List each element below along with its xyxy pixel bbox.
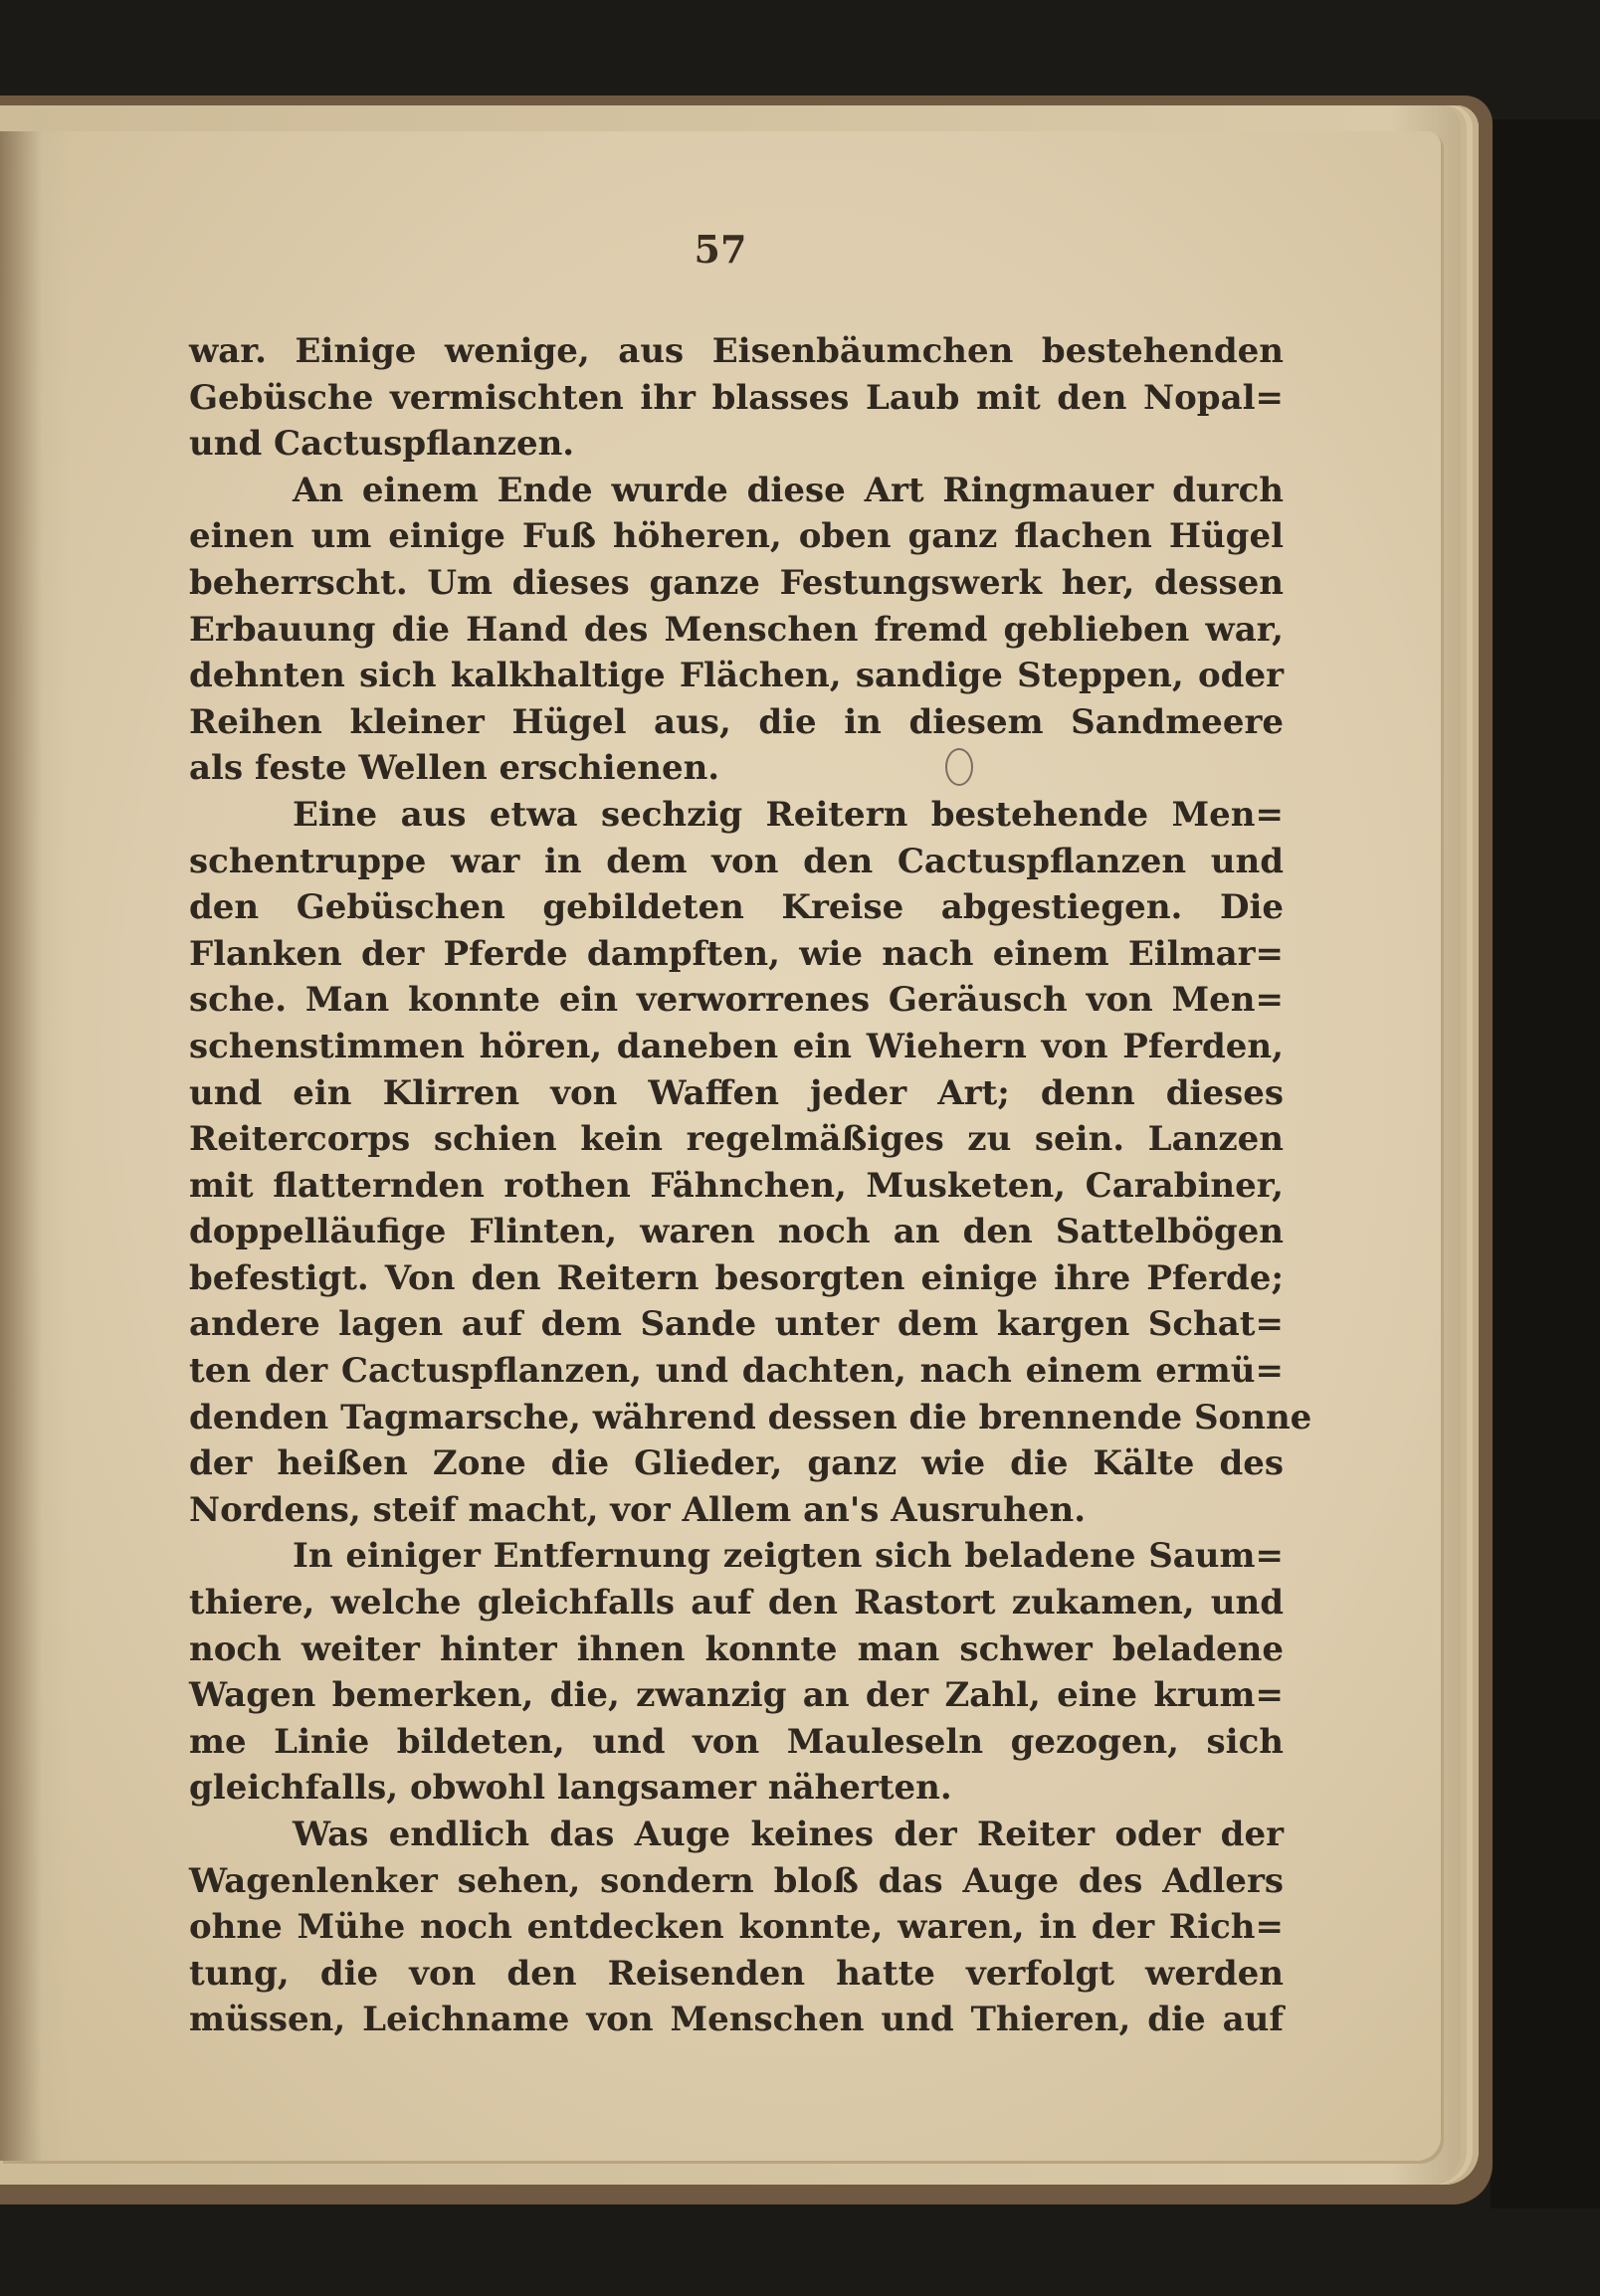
text-line: Wagen bemerken, die, zwanzig an der Zahl, eine krum= <box>189 1675 1284 1716</box>
text-line: schentruppe war in dem von den Cactuspflanzen und <box>189 841 1284 881</box>
pencil-mark <box>945 748 973 786</box>
background-shadow <box>1491 119 1600 2208</box>
text-line: der heißen Zone die Glieder, ganz wie die Kälte des <box>189 1443 1284 1484</box>
text-line: gleichfalls, obwohl langsamer näherten. <box>189 1768 952 1809</box>
text-line: und ein Klirren von Waffen jeder Art; denn dieses <box>189 1072 1284 1113</box>
text-line: thiere, welche gleichfalls auf den Rastort zukamen, und <box>189 1583 1284 1624</box>
text-line: Nordens, steif macht, vor Allem an's Ausruhen. <box>189 1489 1087 1530</box>
text-line: An einem Ende wurde diese Art Ringmauer durch <box>293 470 1284 510</box>
text-line: ten der Cactuspflanzen, und dachten, nach einem ermü= <box>189 1351 1284 1392</box>
text-line: Flanken der Pferde dampften, wie nach einem Eilmar= <box>189 933 1284 974</box>
text-line: In einiger Entfernung zeigten sich beladene Saum= <box>293 1536 1284 1577</box>
text-line: den Gebüschen gebildeten Kreise abgestiegen. Die <box>189 887 1284 928</box>
text-line: ohne Mühe noch entdecken konnte, waren, in der Rich= <box>189 1907 1284 1948</box>
text-line: tung, die von den Reisenden hatte verfolgt werden <box>189 1953 1284 1994</box>
text-line: als feste Wellen erschienen. <box>189 748 720 789</box>
text-line: sche. Man konnte ein verworrenes Geräusch von Men= <box>189 980 1284 1021</box>
body-text <box>189 328 1312 2043</box>
text-line: schenstimmen hören, daneben ein Wiehern von Pferden, <box>189 1026 1284 1066</box>
text-line: befestigt. Von den Reitern besorgten einige ihre Pferde; <box>189 1257 1284 1298</box>
book-page <box>0 131 1441 2161</box>
text-line: denden Tagmarsche, während dessen die brennende Sonne <box>189 1397 1312 1437</box>
text-line: Wagenlenker sehen, sondern bloß das Auge des Adlers <box>189 1860 1284 1901</box>
text-line: war. Einige wenige, aus Eisenbäumchen bestehenden <box>189 331 1284 371</box>
text-line: Reitercorps schien kein regelmäßiges zu sein. Lanzen <box>189 1119 1284 1160</box>
page-number: 57 <box>694 227 747 272</box>
text-line: Eine aus etwa sechzig Reitern bestehende Men= <box>293 794 1284 835</box>
text-line: Gebüsche vermischten ihr blasses Laub mit den Nopal= <box>189 377 1284 418</box>
text-line: beherrscht. Um dieses ganze Festungswerk her, dessen <box>189 562 1284 603</box>
text-line: noch weiter hinter ihnen konnte man schwer beladene <box>189 1628 1284 1669</box>
text-line: Erbauung die Hand des Menschen fremd geblieben war, <box>189 609 1284 650</box>
text-line: Was endlich das Auge keines der Reiter oder der <box>293 1815 1284 1854</box>
text-line: einen um einige Fuß höheren, oben ganz flachen Hügel <box>189 516 1284 557</box>
text-line: mit flatternden rothen Fähnchen, Musketen, Carabiner, <box>189 1165 1284 1206</box>
text-line: doppelläufige Flinten, waren noch an den Sattelbögen <box>189 1212 1284 1252</box>
text-line: und Cactuspflanzen. <box>189 424 575 465</box>
text-line: Reihen kleiner Hügel aus, die in diesem Sandmeere <box>189 701 1284 742</box>
text-line: dehnten sich kalkhaltige Flächen, sandige Steppen, oder <box>189 656 1284 696</box>
text-line: me Linie bildeten, und von Mauleseln gezogen, sich <box>189 1721 1284 1762</box>
text-line: müssen, Leichname von Menschen und Thieren, die auf <box>189 2000 1284 2040</box>
text-line: andere lagen auf dem Sande unter dem kargen Schat= <box>189 1304 1284 1345</box>
